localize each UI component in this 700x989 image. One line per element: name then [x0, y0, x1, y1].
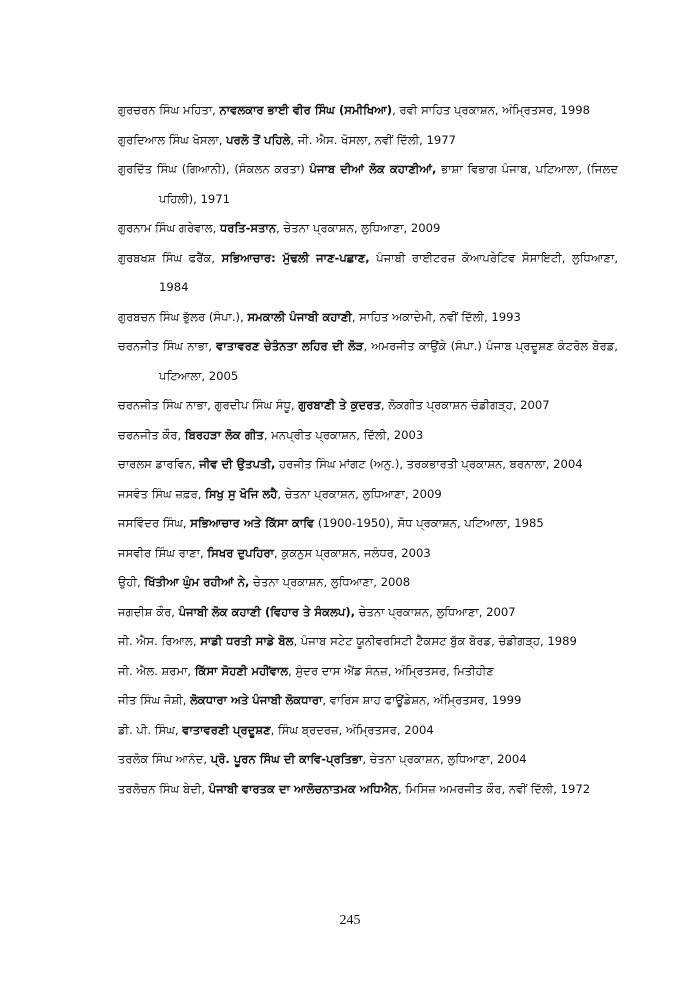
entry-author: ਜਸਵਿੰਦਰ ਸਿੰਘ,	[118, 516, 191, 530]
bibliography-entry	[118, 214, 618, 244]
entry-details: , ਰਵੀ ਸਾਹਿਤ ਪ੍ਰਕਾਸ਼ਨ, ਅੰਮ੍ਰਿਤਸਰ, 1998	[392, 103, 591, 117]
entry-author: ਚਾਰਲਸ ਡਾਰਵਿਨ,	[118, 457, 200, 471]
entry-details: , ਲੋਕਗੀਤ ਪ੍ਰਕਾਸ਼ਨ ਚੰਡੀਗੜ੍ਹ, 2007	[380, 398, 550, 412]
entry-title: ਸਾਡੀ ਧਰਤੀ ਸਾਡੇ ਬੋਲ	[200, 634, 294, 648]
entry-title: ਕਿੱਸਾ ਸੋਹਣੀ ਮਹੀਂਵਾਲ	[194, 663, 289, 678]
entry-details: , ਮਿਸਿਜ਼ ਅਮਰਜੀਤ ਕੌਰ, ਨਵੀਂ ਦਿੱਲੀ, 1972	[398, 781, 591, 796]
entry-title: ਸਭਿਆਚਾਰ ਅਤੇ ਕਿੱਸਾ ਕਾਵਿ	[190, 516, 315, 530]
bibliography-entry	[118, 568, 618, 598]
entry-details: , ਸਾਹਿਤ ਅਕਾਦੇਮੀ, ਨਵੀਂ ਦਿੱਲੀ, 1993	[351, 309, 521, 324]
entry-author: ਗੁਰਬਖਸ਼ ਸਿੰਘ ਫਰੈਂਕ,	[118, 250, 222, 265]
entry-author: ਗੁਰਦਿੱਤ ਸਿੰਘ (ਗਿਆਨੀ), (ਸੰਕਲਨ ਕਰਤਾ)	[118, 162, 310, 176]
entry-author: ਜਸਵੰਤ ਸਿੰਘ ਜ਼ਫ਼ਰ,	[118, 486, 206, 501]
entry-details: , ਚੇਤਨਾ ਪ੍ਰਕਾਸ਼ਨ, ਲੁਧਿਆਣਾ, 2009	[277, 486, 442, 501]
entry-author: ਜੀ. ਐਸ. ਰਿਆਲ,	[118, 634, 201, 648]
entry-details: , ਕੁਕਨੁਸ ਪ੍ਰਕਾਸ਼ਨ, ਜਲੰਧਰ, 2003	[273, 545, 431, 560]
entry-title: ਸਮਕਾਲੀ ਪੰਜਾਬੀ ਕਹਾਣੀ	[247, 309, 352, 324]
entry-author: ਤਰਲੋਕ ਸਿੰਘ ਆਨੰਦ,	[118, 752, 211, 766]
bibliography-entry	[118, 745, 618, 775]
entry-details: , ਮਨਪ੍ਰੀਤ ਪ੍ਰਕਾਸ਼ਨ, ਦਿੱਲੀ, 2003	[263, 427, 424, 442]
entry-details: (1900-1950), ਸੋਧ ਪ੍ਰਕਾਸ਼ਨ, ਪਟਿਆਲਾ, 1985	[314, 516, 544, 530]
bibliography-entry	[118, 627, 618, 657]
entry-author: ਚਰਨਜੀਤ ਸਿੰਘ ਨਾਭਾ, ਗੁਰਦੀਪ ਸਿੰਘ ਸੰਧੂ,	[118, 398, 299, 412]
entry-title: ਪੰਜਾਬੀ ਲੋਕ ਕਹਾਣੀ (ਵਿਹਾਰ ਤੇ ਸੰਕਲਪ),	[178, 604, 356, 619]
entry-title: ਬਿਰਹੜਾ ਲੋਕ ਗੀਤ	[184, 427, 264, 442]
entry-details: ਭਾਸ਼ਾ ਵਿਭਾਗ ਪੰਜਾਬ, ਪਟਿਆਲਾ, (ਜਿਲਦ ਪਹਿਲੀ), 1971	[159, 162, 618, 206]
entry-title: ਸਭਿਆਚਾਰ: ਮੁੱਢਲੀ ਜਾਣ-ਪਛਾਣ,	[221, 250, 370, 265]
entry-details: , ਸੁੰਦਰ ਦਾਸ ਐਂਡ ਸੰਨਜ਼, ਅੰਮ੍ਰਿਤਸਰ, ਮਿਤੀਹੀਣ	[288, 663, 494, 678]
entry-author: ਉਹੀ,	[118, 575, 145, 589]
bibliography-entry	[118, 657, 618, 687]
entry-details: ਚੇਤਨਾ ਪ੍ਰਕਾਸ਼ਨ, ਲੁਧਿਆਣਾ, 2007	[355, 604, 516, 619]
entry-title: ਪਰਲੋ ਤੋਂ ਪਹਿਲੇ	[226, 132, 291, 147]
entry-author: ਗੁਰਨਾਮ ਸਿੰਘ ਗਰੇਵਾਲ,	[118, 221, 220, 235]
entry-title: ਲੋਕਧਾਰਾ ਅਤੇ ਪੰਜਾਬੀ ਲੋਕਧਾਰਾ	[190, 693, 323, 707]
entry-author: ਜੀ. ਐਲ. ਸ਼ਰਮਾ,	[118, 663, 195, 678]
entry-title: ਵਾਤਾਵਰਣ ਚੇਤੰਨਤਾ ਲਹਿਰ ਦੀ ਲੋੜ	[216, 339, 364, 353]
bibliography-entry	[118, 539, 618, 569]
bibliography-entry	[118, 686, 618, 716]
entry-title: ਖਿੱਤੀਆ ਘੁੰਮ ਰਹੀਆਂ ਨੇ,	[144, 575, 250, 589]
entry-details: , ਚੇਤਨਾ ਪ੍ਰਕਾਸ਼ਨ, ਲੁਧਿਆਣਾ, 2004	[362, 752, 527, 766]
bibliography-list	[118, 96, 618, 804]
entry-details: , ਜੀ. ਐਸ. ਖੋਸਲਾ, ਨਵੀਂ ਦਿੱਲੀ, 1977	[290, 132, 457, 147]
entry-author: ਜਗਦੀਸ਼ ਕੌਰ,	[118, 604, 179, 619]
entry-details: , ਪੰਜਾਬ ਸਟੇਟ ਯੂਨੀਵਰਸਿਟੀ ਟੈਕਸਟ ਬੁੱਕ ਬੋਰਡ, ਚੰਡੀਗੜ੍ਹ, 1989	[293, 634, 577, 648]
bibliography-entry	[118, 126, 618, 156]
entry-author: ਗੁਰਬਚਨ ਸਿੰਘ ਭੁੱਲਰ (ਸੰਪਾ.),	[118, 309, 248, 324]
entry-title: ਪੰਜਾਬ ਦੀਆਂ ਲੋਕ ਕਹਾਣੀਆਂ,	[309, 162, 437, 176]
entry-author: ਡੀ. ਪੀ. ਸਿੰਘ,	[118, 722, 183, 737]
entry-details: , ਅਮਰਜੀਤ ਕਾਉਂਕੇ (ਸੰਪਾ.) ਪੰਜਾਬ ਪ੍ਰਦੂਸ਼ਣ ਕੰਟਰੋਲ ਬੋਰਡ, ਪਟਿਆਲਾ, 2005	[159, 339, 618, 383]
entry-author: ਚਰਨਜੀਤ ਸਿੰਘ ਨਾਭਾ,	[118, 339, 217, 353]
entry-title: ਸਿਖਰ ਦੁਪਹਿਰਾ	[207, 545, 274, 560]
bibliography-entry	[118, 450, 618, 480]
bibliography-entry	[118, 96, 618, 126]
entry-title: ਜੀਵ ਦੀ ਉਤਪਤੀ,	[199, 457, 276, 471]
entry-author: ਗੁਰਦਿਆਲ ਸਿੰਘ ਖੋਸਲਾ,	[118, 132, 227, 147]
entry-author: ਤਰਲੋਚਨ ਸਿੰਘ ਬੇਦੀ,	[118, 781, 209, 796]
bibliography-entry	[118, 244, 618, 303]
bibliography-entry	[118, 421, 618, 451]
entry-author: ਗੁਰਚਰਨ ਸਿੰਘ ਮਹਿਤਾ,	[118, 103, 220, 117]
bibliography-entry	[118, 598, 618, 628]
entry-title: ਨਾਵਲਕਾਰ ਭਾਈ ਵੀਰ ਸਿੰਘ (ਸਮੀਖਿਆ)	[219, 103, 393, 117]
entry-author: ਜੀਤ ਸਿੰਘ ਜੋਸ਼ੀ,	[118, 693, 191, 707]
entry-title: ਪ੍ਰੋ. ਪੂਰਨ ਸਿੰਘ ਦੀ ਕਾਵਿ-ਪ੍ਰਤਿਭਾ	[210, 752, 363, 766]
entry-details: ਚੇਤਨਾ ਪ੍ਰਕਾਸ਼ਨ, ਲੁਧਿਆਣਾ, 2008	[249, 575, 411, 589]
entry-title: ਗੁਰਬਾਣੀ ਤੇ ਕੁਦਰਤ	[298, 398, 381, 412]
bibliography-entry	[118, 775, 618, 805]
bibliography-entry	[118, 480, 618, 510]
entry-details: , ਸਿੰਘ ਬ੍ਰਦਰਜ਼, ਅੰਮ੍ਰਿਤਸਰ, 2004	[270, 722, 434, 737]
bibliography-entry	[118, 716, 618, 746]
bibliography-entry	[118, 155, 618, 214]
page-number: 245	[339, 913, 361, 928]
entry-details: ਹਰਜੀਤ ਸਿੰਘ ਮਾਂਗਟ (ਅਨੁ.), ਤਰਕਭਾਰਤੀ ਪ੍ਰਕਾਸ਼ਨ, ਬਰਨਾਲਾ, 2004	[275, 457, 583, 471]
entry-title: ਵਾਤਾਵਰਣੀ ਪ੍ਰਦੂਸ਼ਣ	[182, 722, 271, 737]
bibliography-entry	[118, 303, 618, 333]
entry-author: ਚਰਨਜੀਤ ਕੌਰ,	[118, 427, 185, 442]
entry-details: , ਚੇਤਨਾ ਪ੍ਰਕਾਸ਼ਨ, ਲੁਧਿਆਣਾ, 2009	[276, 221, 441, 235]
bibliography-entry	[118, 332, 618, 391]
entry-author: ਜਸਵੀਰ ਸਿੰਘ ਰਾਣਾ,	[118, 545, 208, 560]
entry-details: ਪੰਜਾਬੀ ਰਾਈਟਰਜ਼ ਕੋਆਪਰੇਟਿਵ ਸੋਸਾਇਟੀ, ਲੁਧਿਆਣਾ, 1984	[159, 250, 618, 294]
entry-title: ਪੰਜਾਬੀ ਵਾਰਤਕ ਦਾ ਆਲੋਚਨਾਤਮਕ ਅਧਿਐਨ	[208, 781, 399, 796]
entry-details: , ਵਾਰਿਸ ਸ਼ਾਹ ਫਾਊਂਡੇਸ਼ਨ, ਅੰਮ੍ਰਿਤਸਰ, 1999	[322, 693, 522, 707]
entry-title: ਸਿਖੁ ਸੁ ਖੋਜਿ ਲਹੈ	[205, 486, 278, 501]
bibliography-entry	[118, 509, 618, 539]
entry-title: ਧਰਤਿ-ਸਤਾਨ	[219, 221, 277, 235]
bibliography-entry	[118, 391, 618, 421]
